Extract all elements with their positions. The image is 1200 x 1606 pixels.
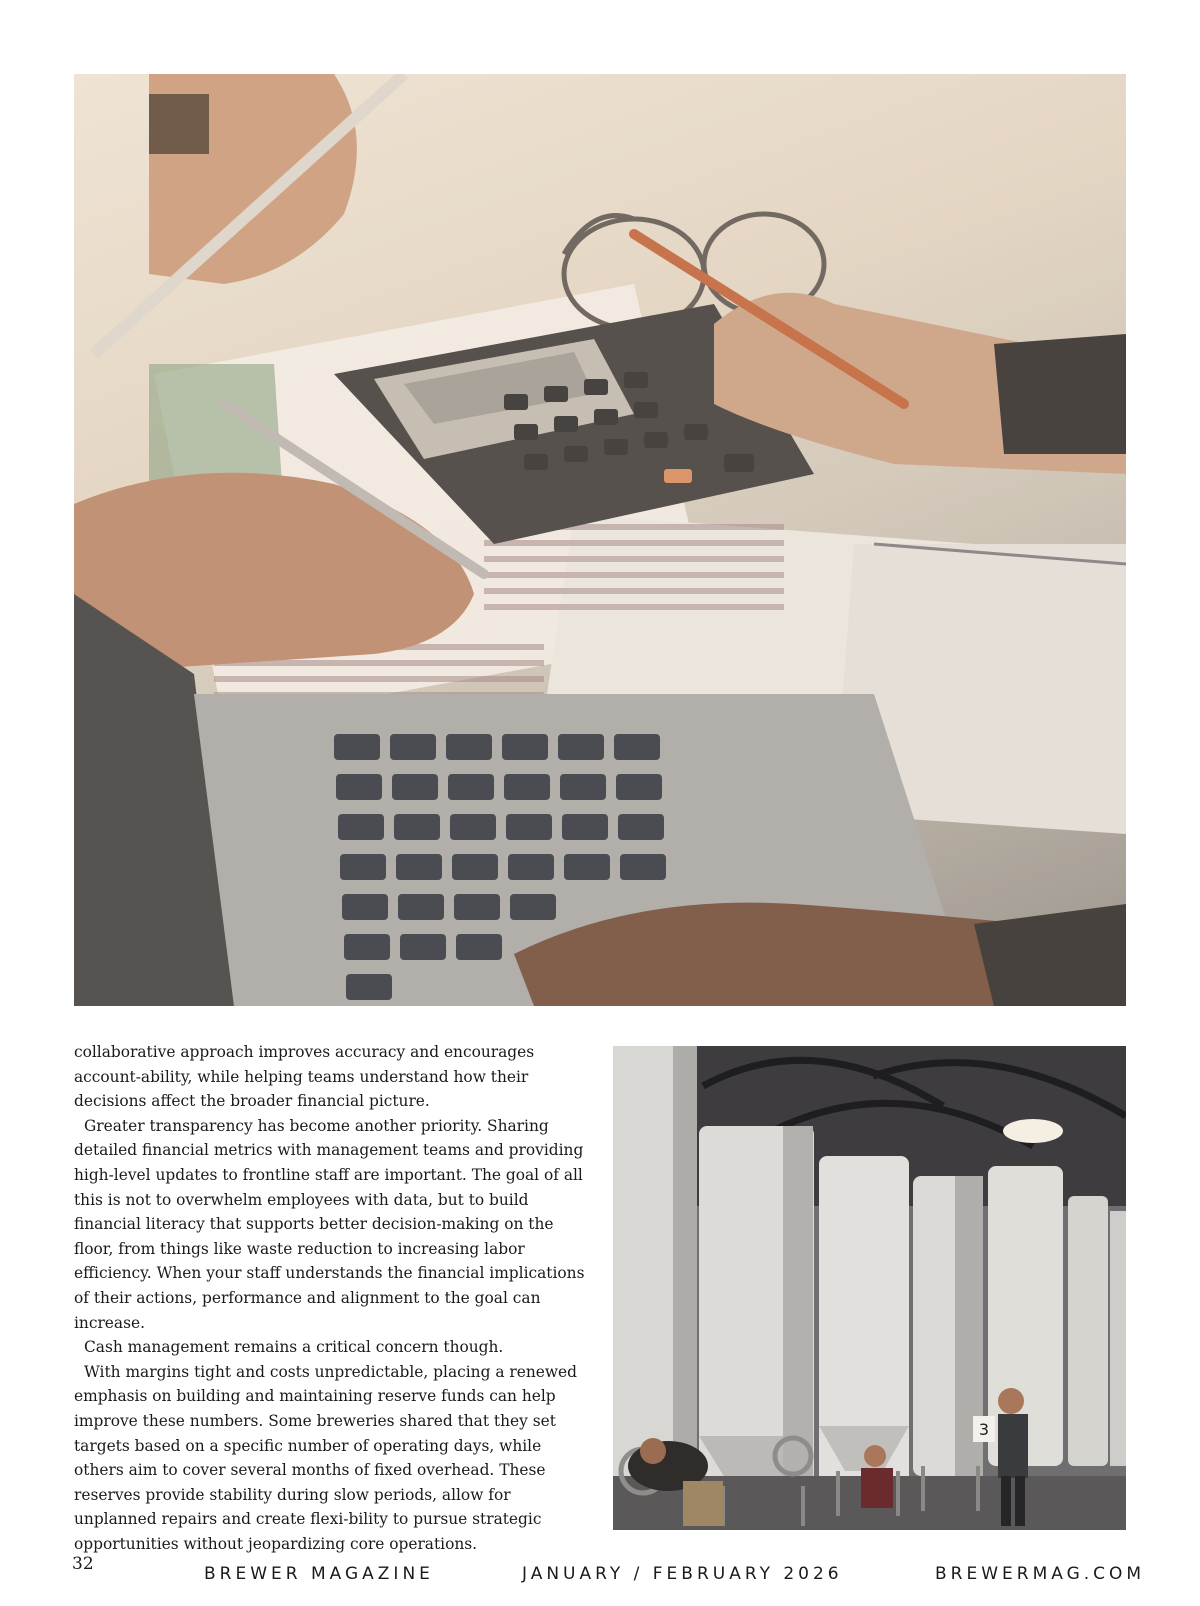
- website-link[interactable]: BREWERMAG.COM: [935, 1564, 1146, 1584]
- brewery-tanks-photo: [613, 1046, 1126, 1530]
- tank-number: 3: [978, 1420, 990, 1439]
- issue-date: JANUARY / FEBRUARY 2026: [522, 1564, 843, 1584]
- ceiling-light: [1003, 1119, 1063, 1143]
- light-overlay: [74, 74, 1126, 1006]
- page-number: 32: [72, 1554, 94, 1574]
- article-paragraph: With margins tight and costs unpredictable, placing a renewed emphasis on building and maintaining reserve funds can help improve these numbers. Some breweries shared that they set targets based on a specific number of operating days, while others aim to cover several months of fixed overhead. These reserves provide stability during slow periods, allow for unplanned repairs and create flexi-bility to pursue strategic opportunities without jeopardizing core operations.: [74, 1362, 578, 1553]
- article-body: [74, 1040, 592, 1556]
- hero-illustration: [74, 74, 1126, 1006]
- article-paragraph: Cash management remains a critical concern though.: [84, 1338, 504, 1357]
- brewery-illustration: [613, 1046, 1126, 1530]
- hero-photo-finance: [74, 74, 1126, 1006]
- article-paragraph: Greater transparency has become another priority. Sharing detailed financial metrics with management teams and providing high-level updates to frontline staff are important. The goal of all this is not to overwhelm employees with data, but to build financial literacy that supports better decision-making on the floor, from things like waste reduction to increasing labor efficiency. When your staff understands the financial implications of their actions, performance and alignment to the goal can increase.: [74, 1116, 585, 1332]
- article-paragraph: collaborative approach improves accuracy and encourages account-ability, while helping teams understand how their decisions affect the broader financial picture.: [74, 1043, 535, 1111]
- magazine-name: BREWER MAGAZINE: [204, 1564, 434, 1584]
